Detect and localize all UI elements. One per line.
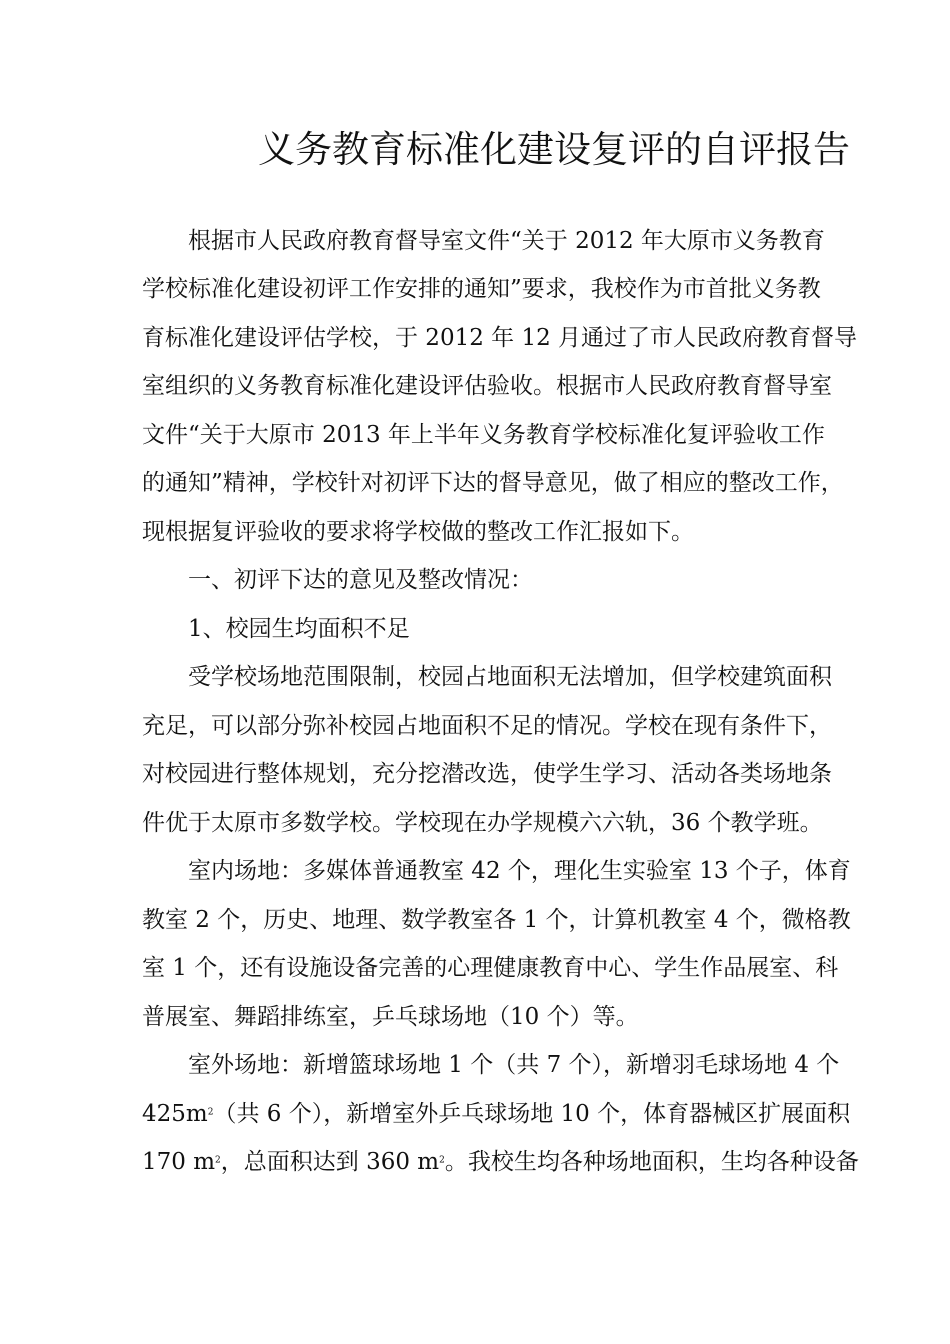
paragraph-line: 学校标准化建设初评工作安排的通知”要求，我校作为市首批义务教: [142, 276, 821, 302]
paragraph-line: 室 1 个，还有设施设备完善的心理健康教育中心、学生作品展室、科: [142, 955, 839, 981]
paragraph-line: 对校园进行整体规划，充分挖潜改选，使学生学习、活动各类场地条: [142, 761, 832, 787]
paragraph-line: 受学校场地范围限制，校园占地面积无法增加，但学校建筑面积: [188, 664, 832, 690]
paragraph-line: 室外场地：新增篮球场地 1 个（共 7 个），新增羽毛球场地 4 个: [188, 1052, 840, 1078]
document-title: 义务教育标准化建设复评的自评报告: [258, 128, 850, 171]
paragraph-line: 充足，可以部分弥补校园占地面积不足的情况。学校在现有条件下，: [142, 713, 832, 739]
paragraph-line: 文件“关于大原市 2013 年上半年义务教育学校标准化复评验收工作: [142, 422, 825, 448]
superscript: 2: [215, 1155, 221, 1166]
superscript: 2: [439, 1155, 445, 1166]
paragraph-line: 室内场地：多媒体普通教室 42 个，理化生实验室 13 个子，体育: [188, 858, 851, 884]
paragraph-line: 现根据复评验收的要求将学校做的整改工作汇报如下。: [142, 519, 694, 545]
area-value: 170 m: [142, 1149, 216, 1175]
paragraph-line: 根据市人民政府教育督导室文件“关于 2012 年大原市义务教育: [188, 228, 825, 254]
paragraph-line: 件优于太原市多数学校。学校现在办学规模六六轨，36 个教学班。: [142, 810, 823, 836]
line-text: （共 6 个），新增室外乒乓球场地 10 个，体育器械区扩展面积: [213, 1101, 851, 1127]
area-value: 425m: [142, 1101, 208, 1127]
paragraph-line: [142, 1099, 851, 1129]
line-text: 。我校生均各种场地面积，生均各种设备: [444, 1149, 859, 1175]
paragraph-line: 的通知”精神，学校针对初评下达的督导意见，做了相应的整改工作，: [142, 470, 844, 496]
subsection-heading: 1、校园生均面积不足: [188, 616, 410, 642]
paragraph-line: 教室 2 个，历史、地理、数学教室各 1 个，计算机教室 4 个，微格教: [142, 907, 851, 933]
section-heading: 一、初评下达的意见及整改情况：: [188, 567, 533, 593]
line-text: ，总面积达到 360 m: [220, 1149, 440, 1175]
paragraph-line: 育标准化建设评估学校，于 2012 年 12 月通过了市人民政府教育督导: [142, 325, 858, 351]
superscript: 2: [207, 1107, 214, 1118]
paragraph-line: 普展室、舞蹈排练室，乒乓球场地（10 个）等。: [142, 1004, 639, 1030]
paragraph-line: [142, 1147, 859, 1177]
paragraph-line: 室组织的义务教育标准化建设评估验收。根据市人民政府教育督导室: [142, 373, 832, 399]
